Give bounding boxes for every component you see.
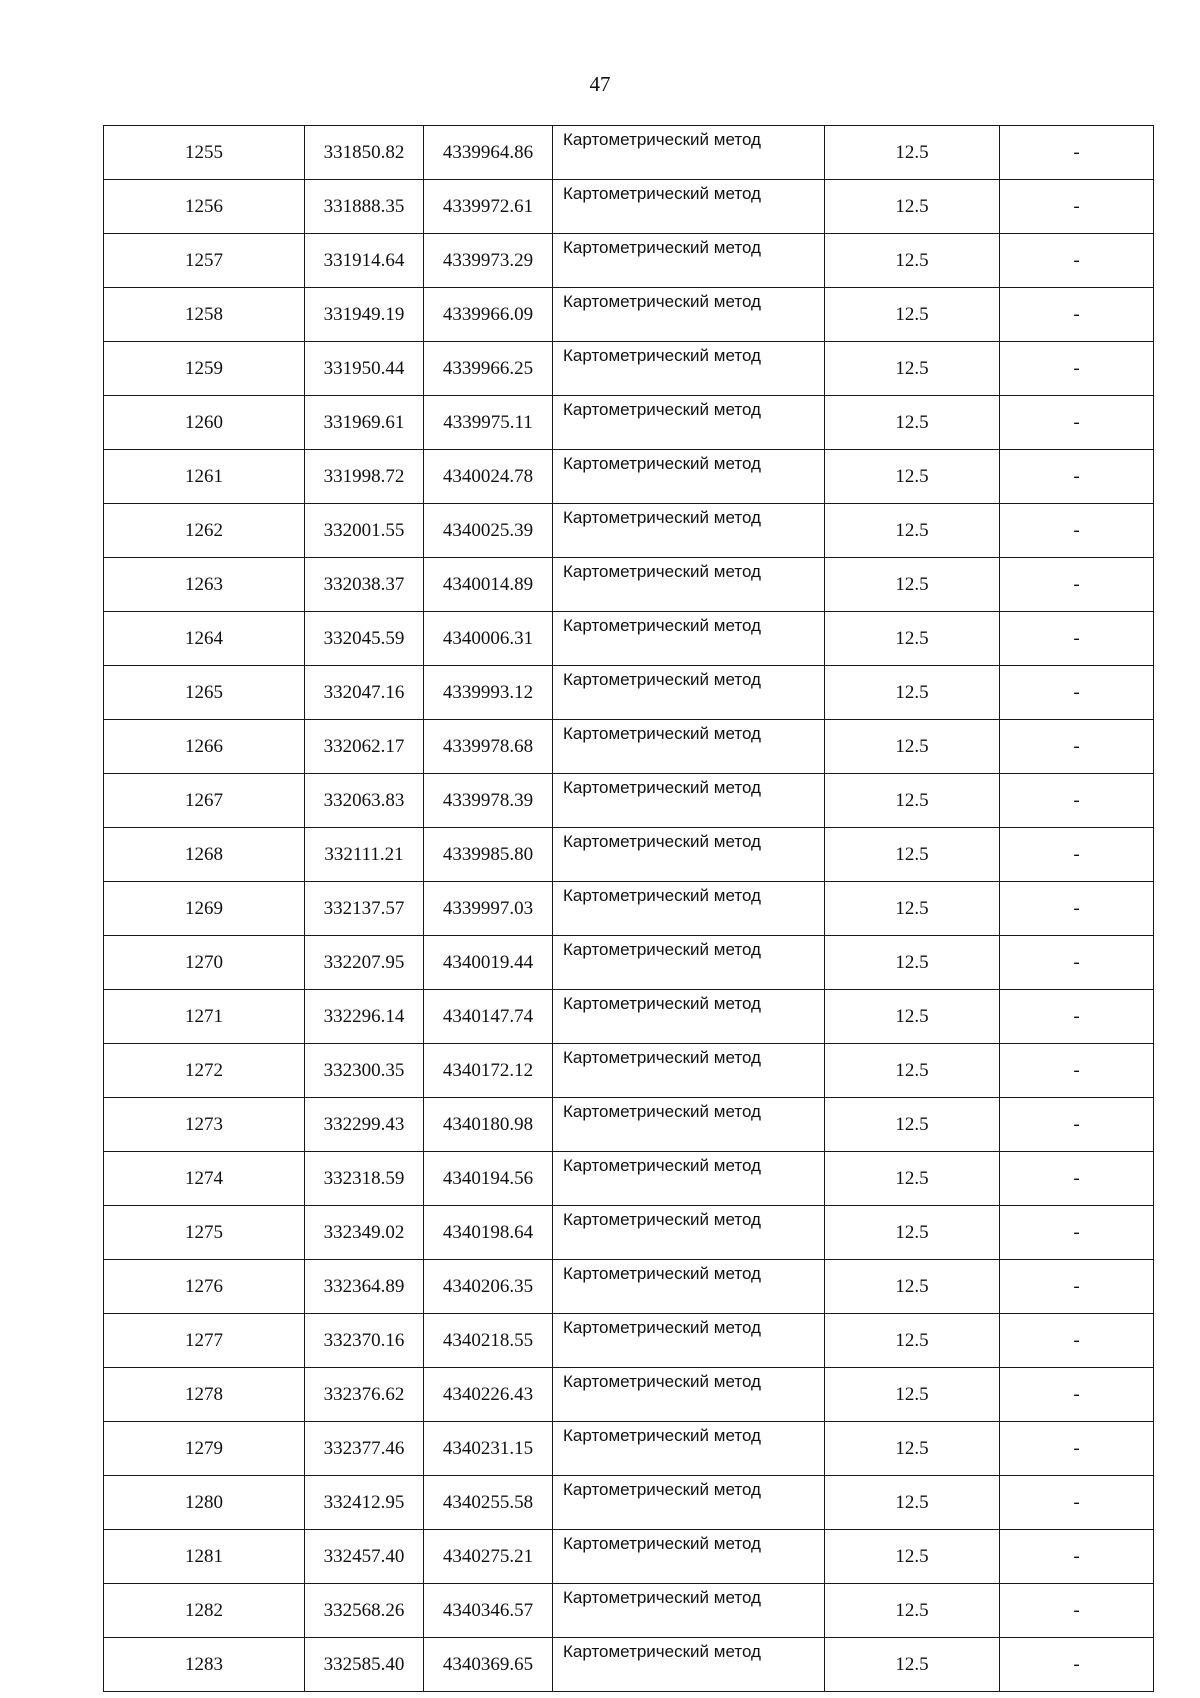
y-coordinate-cell: 4340346.57 [424, 1584, 553, 1638]
x-coordinate-cell: 332111.21 [305, 828, 424, 882]
x-coordinate-cell: 332364.89 [305, 1260, 424, 1314]
x-coordinate-cell: 332300.35 [305, 1044, 424, 1098]
table-row [104, 720, 1154, 774]
table-row [104, 612, 1154, 666]
accuracy-cell: 12.5 [825, 1422, 1000, 1476]
note-cell: - [1000, 1152, 1154, 1206]
accuracy-cell: 12.5 [825, 1206, 1000, 1260]
note-cell: - [1000, 1638, 1154, 1692]
method-cell: Картометрический метод [553, 234, 825, 288]
note-cell: - [1000, 612, 1154, 666]
note-cell: - [1000, 1476, 1154, 1530]
point-number-cell: 1281 [104, 1530, 305, 1584]
point-number-cell: 1271 [104, 990, 305, 1044]
y-coordinate-cell: 4340198.64 [424, 1206, 553, 1260]
note-cell: - [1000, 936, 1154, 990]
accuracy-cell: 12.5 [825, 180, 1000, 234]
table-row [104, 342, 1154, 396]
y-coordinate-cell: 4340172.12 [424, 1044, 553, 1098]
y-coordinate-cell: 4340024.78 [424, 450, 553, 504]
y-coordinate-cell: 4340147.74 [424, 990, 553, 1044]
method-cell: Картометрический метод [553, 558, 825, 612]
method-cell: Картометрический метод [553, 504, 825, 558]
x-coordinate-cell: 331950.44 [305, 342, 424, 396]
x-coordinate-cell: 332137.57 [305, 882, 424, 936]
method-cell: Картометрический метод [553, 1422, 825, 1476]
method-cell: Картометрический метод [553, 1206, 825, 1260]
accuracy-cell: 12.5 [825, 666, 1000, 720]
table-row [104, 666, 1154, 720]
y-coordinate-cell: 4339997.03 [424, 882, 553, 936]
point-number-cell: 1259 [104, 342, 305, 396]
note-cell: - [1000, 666, 1154, 720]
accuracy-cell: 12.5 [825, 1638, 1000, 1692]
point-number-cell: 1278 [104, 1368, 305, 1422]
note-cell: - [1000, 774, 1154, 828]
accuracy-cell: 12.5 [825, 288, 1000, 342]
accuracy-cell: 12.5 [825, 450, 1000, 504]
accuracy-cell: 12.5 [825, 1530, 1000, 1584]
method-cell: Картометрический метод [553, 288, 825, 342]
table-row [104, 126, 1154, 180]
note-cell: - [1000, 234, 1154, 288]
y-coordinate-cell: 4340006.31 [424, 612, 553, 666]
x-coordinate-cell: 332299.43 [305, 1098, 424, 1152]
method-cell: Картометрический метод [553, 1530, 825, 1584]
x-coordinate-cell: 332568.26 [305, 1584, 424, 1638]
x-coordinate-cell: 332045.59 [305, 612, 424, 666]
accuracy-cell: 12.5 [825, 882, 1000, 936]
note-cell: - [1000, 1422, 1154, 1476]
x-coordinate-cell: 332412.95 [305, 1476, 424, 1530]
y-coordinate-cell: 4340014.89 [424, 558, 553, 612]
accuracy-cell: 12.5 [825, 504, 1000, 558]
accuracy-cell: 12.5 [825, 774, 1000, 828]
note-cell: - [1000, 288, 1154, 342]
table-row [104, 1584, 1154, 1638]
y-coordinate-cell: 4339985.80 [424, 828, 553, 882]
coordinates-table-body [104, 126, 1154, 1692]
method-cell: Картометрический метод [553, 936, 825, 990]
y-coordinate-cell: 4339966.09 [424, 288, 553, 342]
accuracy-cell: 12.5 [825, 396, 1000, 450]
table-row [104, 882, 1154, 936]
x-coordinate-cell: 332585.40 [305, 1638, 424, 1692]
note-cell: - [1000, 1314, 1154, 1368]
point-number-cell: 1262 [104, 504, 305, 558]
point-number-cell: 1267 [104, 774, 305, 828]
method-cell: Картометрический метод [553, 828, 825, 882]
x-coordinate-cell: 332370.16 [305, 1314, 424, 1368]
accuracy-cell: 12.5 [825, 612, 1000, 666]
y-coordinate-cell: 4339964.86 [424, 126, 553, 180]
accuracy-cell: 12.5 [825, 828, 1000, 882]
y-coordinate-cell: 4340255.58 [424, 1476, 553, 1530]
note-cell: - [1000, 1530, 1154, 1584]
y-coordinate-cell: 4339975.11 [424, 396, 553, 450]
point-number-cell: 1276 [104, 1260, 305, 1314]
table-row [104, 1314, 1154, 1368]
point-number-cell: 1277 [104, 1314, 305, 1368]
note-cell: - [1000, 504, 1154, 558]
note-cell: - [1000, 342, 1154, 396]
method-cell: Картометрический метод [553, 882, 825, 936]
y-coordinate-cell: 4340226.43 [424, 1368, 553, 1422]
method-cell: Картометрический метод [553, 1368, 825, 1422]
x-coordinate-cell: 332047.16 [305, 666, 424, 720]
accuracy-cell: 12.5 [825, 342, 1000, 396]
accuracy-cell: 12.5 [825, 126, 1000, 180]
table-row [104, 936, 1154, 990]
method-cell: Картометрический метод [553, 1584, 825, 1638]
point-number-cell: 1275 [104, 1206, 305, 1260]
note-cell: - [1000, 126, 1154, 180]
y-coordinate-cell: 4340369.65 [424, 1638, 553, 1692]
coordinates-table [103, 125, 1154, 1692]
note-cell: - [1000, 1368, 1154, 1422]
table-row [104, 828, 1154, 882]
accuracy-cell: 12.5 [825, 720, 1000, 774]
table-row [104, 234, 1154, 288]
table-row [104, 1422, 1154, 1476]
note-cell: - [1000, 396, 1154, 450]
x-coordinate-cell: 332296.14 [305, 990, 424, 1044]
table-row [104, 180, 1154, 234]
point-number-cell: 1265 [104, 666, 305, 720]
point-number-cell: 1255 [104, 126, 305, 180]
accuracy-cell: 12.5 [825, 1584, 1000, 1638]
point-number-cell: 1257 [104, 234, 305, 288]
table-row [104, 1476, 1154, 1530]
x-coordinate-cell: 331949.19 [305, 288, 424, 342]
method-cell: Картометрический метод [553, 1152, 825, 1206]
note-cell: - [1000, 882, 1154, 936]
table-row [104, 450, 1154, 504]
x-coordinate-cell: 332001.55 [305, 504, 424, 558]
table-row [104, 1152, 1154, 1206]
y-coordinate-cell: 4339978.39 [424, 774, 553, 828]
note-cell: - [1000, 990, 1154, 1044]
point-number-cell: 1263 [104, 558, 305, 612]
point-number-cell: 1266 [104, 720, 305, 774]
x-coordinate-cell: 332457.40 [305, 1530, 424, 1584]
table-row [104, 1206, 1154, 1260]
x-coordinate-cell: 331914.64 [305, 234, 424, 288]
table-row [104, 1530, 1154, 1584]
point-number-cell: 1268 [104, 828, 305, 882]
point-number-cell: 1279 [104, 1422, 305, 1476]
x-coordinate-cell: 331998.72 [305, 450, 424, 504]
x-coordinate-cell: 332318.59 [305, 1152, 424, 1206]
method-cell: Картометрический метод [553, 720, 825, 774]
note-cell: - [1000, 180, 1154, 234]
accuracy-cell: 12.5 [825, 1368, 1000, 1422]
y-coordinate-cell: 4340218.55 [424, 1314, 553, 1368]
point-number-cell: 1260 [104, 396, 305, 450]
method-cell: Картометрический метод [553, 126, 825, 180]
method-cell: Картометрический метод [553, 1044, 825, 1098]
accuracy-cell: 12.5 [825, 1314, 1000, 1368]
point-number-cell: 1264 [104, 612, 305, 666]
method-cell: Картометрический метод [553, 1098, 825, 1152]
method-cell: Картометрический метод [553, 1260, 825, 1314]
y-coordinate-cell: 4339966.25 [424, 342, 553, 396]
table-row [104, 558, 1154, 612]
x-coordinate-cell: 332063.83 [305, 774, 424, 828]
note-cell: - [1000, 828, 1154, 882]
point-number-cell: 1269 [104, 882, 305, 936]
point-number-cell: 1283 [104, 1638, 305, 1692]
page-number: 47 [589, 72, 611, 96]
table-row [104, 1098, 1154, 1152]
y-coordinate-cell: 4339993.12 [424, 666, 553, 720]
accuracy-cell: 12.5 [825, 1098, 1000, 1152]
accuracy-cell: 12.5 [825, 1152, 1000, 1206]
y-coordinate-cell: 4340275.21 [424, 1530, 553, 1584]
x-coordinate-cell: 331850.82 [305, 126, 424, 180]
note-cell: - [1000, 1584, 1154, 1638]
y-coordinate-cell: 4340025.39 [424, 504, 553, 558]
x-coordinate-cell: 332207.95 [305, 936, 424, 990]
y-coordinate-cell: 4339973.29 [424, 234, 553, 288]
method-cell: Картометрический метод [553, 180, 825, 234]
point-number-cell: 1261 [104, 450, 305, 504]
note-cell: - [1000, 558, 1154, 612]
note-cell: - [1000, 450, 1154, 504]
method-cell: Картометрический метод [553, 612, 825, 666]
point-number-cell: 1273 [104, 1098, 305, 1152]
point-number-cell: 1258 [104, 288, 305, 342]
y-coordinate-cell: 4339978.68 [424, 720, 553, 774]
y-coordinate-cell: 4340194.56 [424, 1152, 553, 1206]
table-row [104, 504, 1154, 558]
note-cell: - [1000, 1260, 1154, 1314]
note-cell: - [1000, 1098, 1154, 1152]
x-coordinate-cell: 332376.62 [305, 1368, 424, 1422]
method-cell: Картометрический метод [553, 1314, 825, 1368]
table-row [104, 1638, 1154, 1692]
y-coordinate-cell: 4339972.61 [424, 180, 553, 234]
accuracy-cell: 12.5 [825, 1476, 1000, 1530]
x-coordinate-cell: 332377.46 [305, 1422, 424, 1476]
x-coordinate-cell: 332349.02 [305, 1206, 424, 1260]
method-cell: Картометрический метод [553, 666, 825, 720]
table-row [104, 396, 1154, 450]
method-cell: Картометрический метод [553, 342, 825, 396]
accuracy-cell: 12.5 [825, 558, 1000, 612]
x-coordinate-cell: 332062.17 [305, 720, 424, 774]
x-coordinate-cell: 331888.35 [305, 180, 424, 234]
point-number-cell: 1270 [104, 936, 305, 990]
accuracy-cell: 12.5 [825, 234, 1000, 288]
method-cell: Картометрический метод [553, 990, 825, 1044]
method-cell: Картометрический метод [553, 774, 825, 828]
method-cell: Картометрический метод [553, 396, 825, 450]
y-coordinate-cell: 4340180.98 [424, 1098, 553, 1152]
method-cell: Картометрический метод [553, 1638, 825, 1692]
point-number-cell: 1274 [104, 1152, 305, 1206]
table-row [104, 1044, 1154, 1098]
point-number-cell: 1282 [104, 1584, 305, 1638]
table-row [104, 1368, 1154, 1422]
accuracy-cell: 12.5 [825, 1044, 1000, 1098]
note-cell: - [1000, 1044, 1154, 1098]
table-row [104, 774, 1154, 828]
point-number-cell: 1256 [104, 180, 305, 234]
note-cell: - [1000, 720, 1154, 774]
accuracy-cell: 12.5 [825, 990, 1000, 1044]
table-row [104, 288, 1154, 342]
accuracy-cell: 12.5 [825, 936, 1000, 990]
method-cell: Картометрический метод [553, 1476, 825, 1530]
note-cell: - [1000, 1206, 1154, 1260]
point-number-cell: 1280 [104, 1476, 305, 1530]
y-coordinate-cell: 4340206.35 [424, 1260, 553, 1314]
y-coordinate-cell: 4340231.15 [424, 1422, 553, 1476]
method-cell: Картометрический метод [553, 450, 825, 504]
y-coordinate-cell: 4340019.44 [424, 936, 553, 990]
accuracy-cell: 12.5 [825, 1260, 1000, 1314]
x-coordinate-cell: 331969.61 [305, 396, 424, 450]
x-coordinate-cell: 332038.37 [305, 558, 424, 612]
table-row [104, 990, 1154, 1044]
table-row [104, 1260, 1154, 1314]
point-number-cell: 1272 [104, 1044, 305, 1098]
